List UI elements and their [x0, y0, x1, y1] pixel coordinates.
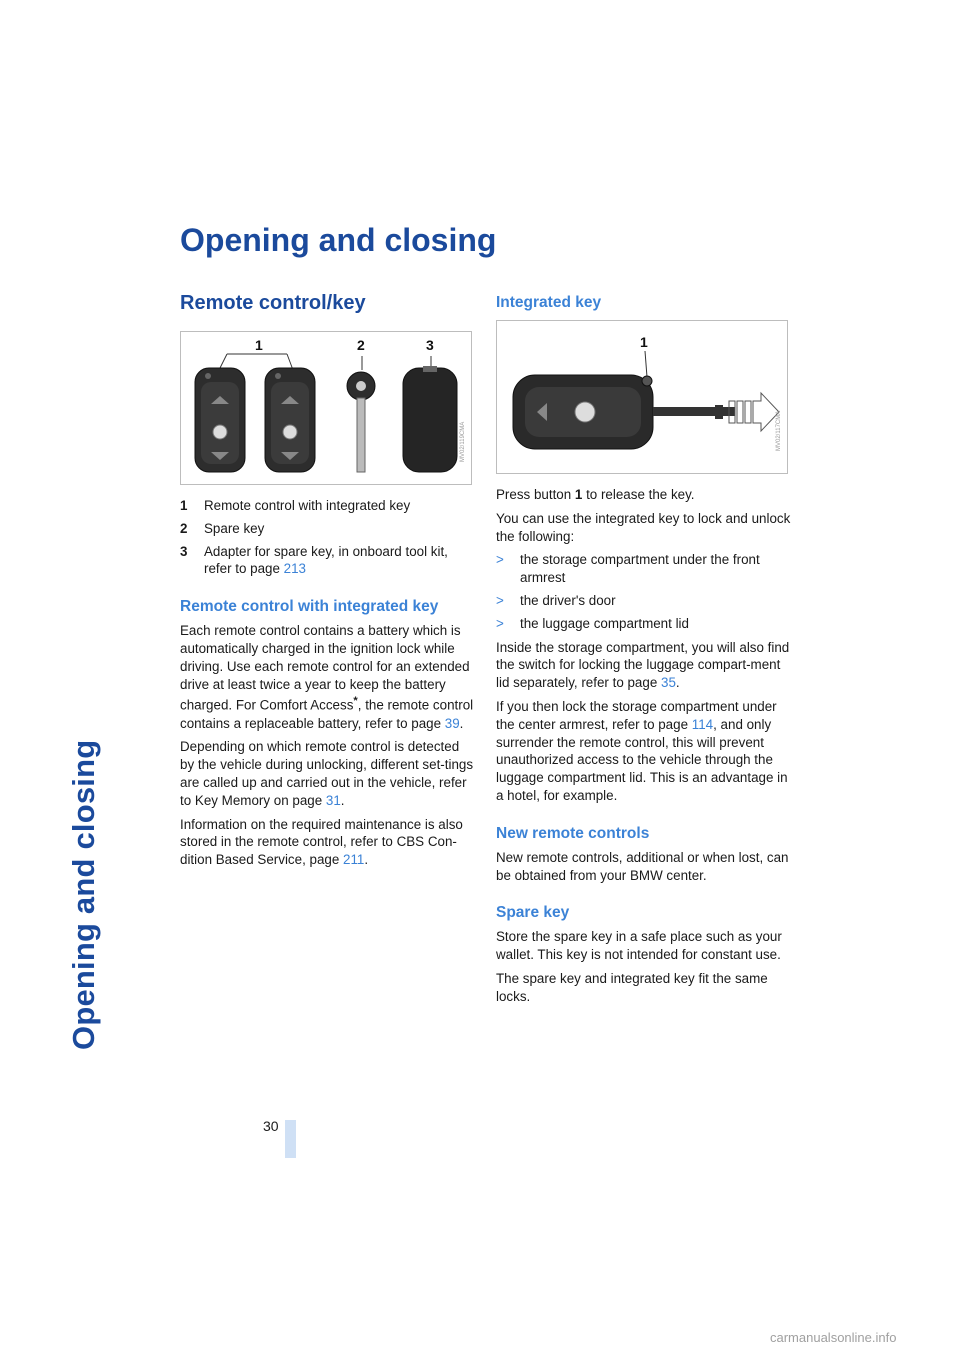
site-watermark: carmanualsonline.info — [770, 1330, 897, 1345]
paragraph-cbs: Information on the required maintenance is also stored in the remote control, refer to CBS Con-dition Based Service, page 211. — [180, 816, 463, 868]
legend-item: 3 Adapter for spare key, in onboard tool kit, refer to page 213 — [180, 543, 448, 577]
page-link-39[interactable]: 39 — [444, 715, 460, 731]
remote-control-2 — [265, 368, 315, 472]
page-link-211[interactable]: 211 — [343, 852, 365, 868]
list-item: > the luggage compartment lid — [496, 615, 689, 631]
list-item: > the driver's door — [496, 592, 616, 608]
figure-code: MV02/117CMA — [776, 410, 782, 451]
slide-direction-arrow — [729, 393, 779, 431]
spare-key-adapter — [403, 366, 457, 472]
list-item: > the storage compartment under the front armrest — [496, 552, 760, 586]
side-chapter-text: Opening and closing — [66, 739, 101, 1050]
remote-control-key-figure — [180, 331, 472, 485]
figure-legend — [180, 497, 475, 578]
remote-control-1 — [195, 368, 245, 472]
page-number: 30 — [263, 1118, 279, 1134]
page-link-35[interactable]: 35 — [661, 675, 676, 691]
legend-item: 1 Remote control with integrated key — [180, 498, 411, 513]
left-column — [180, 292, 475, 875]
remote-control-with-key — [513, 375, 735, 449]
page-link-213[interactable]: 213 — [283, 561, 306, 577]
paragraph-spare-key-storage: Store the spare key in a safe place such as your wallet. This key is not intended for constant use. — [496, 929, 782, 963]
figure-code: MV02/119CMA — [460, 421, 466, 462]
paragraph-battery: Each remote control contains a battery which is automatically charged in the ignition lock while driving. Use each remote control for an extended drive at least twice a year to keep the battery charged. For Comfort Access*, the remote control contains a replaceable battery, refer to page 39. — [180, 623, 474, 731]
lock-bullet-list — [496, 551, 791, 632]
page-link-114[interactable]: 114 — [691, 716, 714, 732]
subsection-title-integrated-key: Integrated key — [496, 294, 602, 311]
paragraph-spare-key-fit: The spare key and integrated key fit the same locks. — [496, 970, 768, 1004]
paragraph-key-memory: Depending on which remote control is detected by the vehicle during unlocking, different set-tings are called up and carried out in the vehicle, refer to Key Memory on page 31. — [180, 739, 474, 808]
page-title: Opening and closing — [180, 222, 497, 258]
paragraph-new-remotes: New remote controls, additional or when lost, can be obtained from your BMW center. — [496, 849, 789, 883]
callout-2: 2 — [357, 337, 365, 353]
section-title-remote-control: Remote control/key — [180, 292, 366, 314]
callout-3: 3 — [426, 337, 434, 353]
callout-1: 1 — [640, 334, 648, 350]
legend-item: 2 Spare key — [180, 520, 265, 536]
side-chapter-title — [66, 230, 176, 1130]
paragraph-integrated-key-use: You can use the integrated key to lock and unlock the following: — [496, 510, 791, 544]
paragraph-press-button: Press button 1 to release the key. — [496, 487, 695, 502]
paragraph-storage-switch: Inside the storage compartment, you will also find the switch for locking the luggage compart-ment lid separately, refer to page 35. — [496, 639, 790, 691]
page-link-31[interactable]: 31 — [325, 792, 341, 808]
right-column — [496, 292, 791, 1012]
integrated-key-figure — [496, 320, 788, 474]
subsection-title-spare-key: Spare key — [496, 904, 570, 922]
subsection-title-integrated-remote: Remote control with integrated key — [180, 598, 439, 616]
callout-1: 1 — [255, 337, 263, 353]
remote-keys-illustration — [181, 332, 471, 484]
page-number-bar — [285, 1120, 296, 1158]
spare-key — [347, 372, 375, 472]
paragraph-hotel-advantage: If you then lock the storage compartment under the center armrest, refer to page 114, and only surrender the remote control, this will prevent unauthorized access to the vehicle through the luggage compartment lid. This is an advantage in a hotel, for example. — [496, 698, 788, 803]
integrated-key-illustration — [497, 321, 787, 473]
subsection-title-new-remote-controls: New remote controls — [496, 824, 650, 842]
